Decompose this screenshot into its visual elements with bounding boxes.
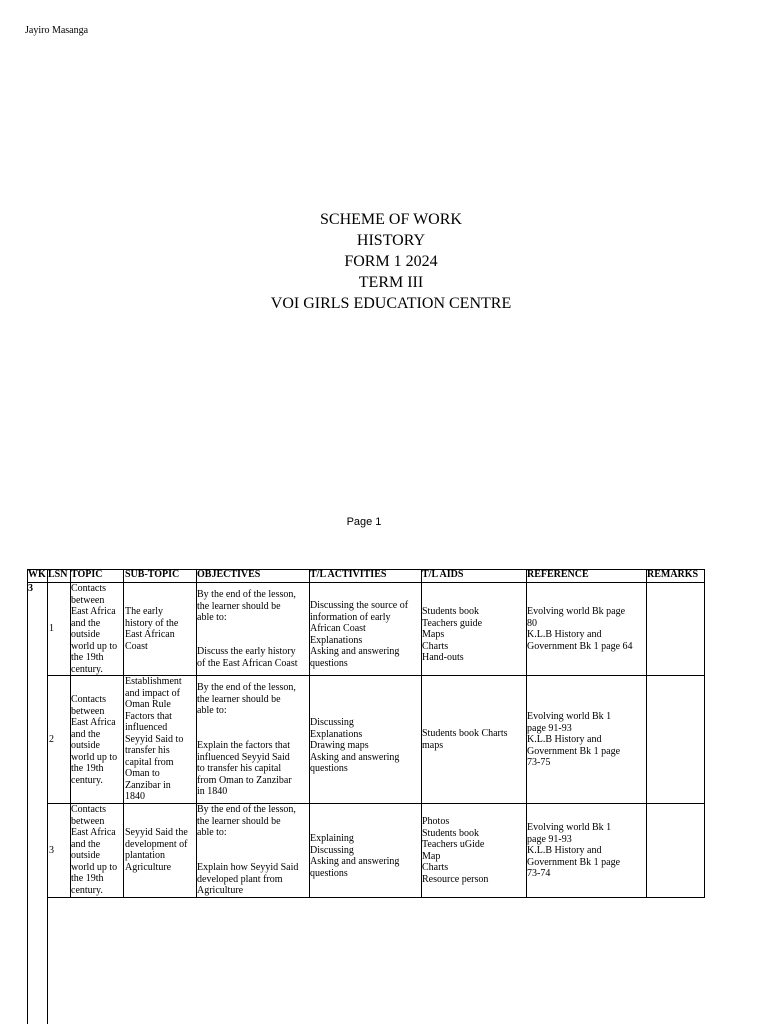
title-line: HISTORY [356, 232, 426, 249]
reference-cell: Evolving world Bk 1 page 91-93 K.L.B History and Government Bk 1 page 73-75 [527, 711, 621, 768]
header-subtopic: SUB-TOPIC [125, 569, 180, 580]
objectives-detail: Discuss the early history of the East African Coast [197, 646, 298, 669]
objectives-detail: Explain the factors that influenced Seyyid Said to transfer his capital from Oman to Zanzibar in 1840 [197, 740, 292, 797]
subtopic-cell: The early history of the East African Coast [125, 606, 179, 652]
objectives-intro: By the end of the lesson, the learner should be able to: [197, 804, 296, 838]
header-activities: T/L ACTIVITIES [310, 569, 387, 580]
activities-cell: Discussing Explanations Drawing maps Asking and answering questions [310, 717, 400, 774]
activities-cell: Explaining Discussing Asking and answering questions [310, 833, 400, 879]
header-lsn: LSN [48, 569, 68, 580]
lesson-number: 1 [49, 623, 54, 634]
lesson-number: 3 [49, 845, 54, 856]
subtopic-cell: Seyyid Said the development of plantation Agriculture [125, 827, 188, 873]
activities-cell: Discussing the source of information of early African Coast Explanations Asking and answering questions [310, 600, 409, 669]
topic-cell: Contacts between East Africa and the outside world up to the 19th century. [71, 804, 118, 896]
author-name: Jayiro Masanga [25, 25, 89, 36]
objectives-intro: By the end of the lesson, the learner should be able to: [197, 589, 296, 623]
title-line: TERM III [358, 274, 424, 291]
header-reference: REFERENCE [527, 569, 589, 580]
aids-cell: Photos Students book Teachers uGide Map Charts Resource person [422, 816, 489, 885]
reference-cell: Evolving world Bk page 80 K.L.B History and Government Bk 1 page 64 [527, 606, 633, 652]
title-line: SCHEME OF WORK [320, 211, 462, 228]
objectives-intro: By the end of the lesson, the learner should be able to: [197, 682, 296, 716]
page-number: Page 1 [346, 516, 382, 528]
header-remarks: REMARKS [647, 569, 699, 580]
topic-cell: Contacts between East Africa and the outside world up to the 19th century. [71, 583, 118, 675]
title-line: VOI GIRLS EDUCATION CENTRE [270, 295, 512, 312]
header-objectives: OBJECTIVES [197, 569, 261, 580]
document-title [0, 209, 768, 314]
week-number: 3 [28, 583, 33, 594]
header-aids: T/L AIDS [422, 569, 464, 580]
title-line: FORM 1 2024 [344, 253, 438, 270]
reference-cell: Evolving world Bk 1 page 91-93 K.L.B History and Government Bk 1 page 73-74 [527, 822, 621, 879]
header-wk: WK [28, 569, 46, 580]
header-topic: TOPIC [71, 569, 103, 580]
objectives-detail: Explain how Seyyid Said developed plant from Agriculture [197, 862, 299, 896]
aids-cell: Students book Teachers guide Maps Charts Hand-outs [422, 606, 483, 663]
aids-cell: Students book Charts maps [422, 728, 508, 751]
subtopic-cell: Establishment and impact of Oman Rule Factors that influenced Seyyid Said to transfer his capital from Oman to Zanzibar in 1840 [125, 676, 184, 802]
lesson-number: 2 [49, 734, 54, 745]
topic-cell: Contacts between East Africa and the outside world up to the 19th century. [71, 694, 118, 786]
